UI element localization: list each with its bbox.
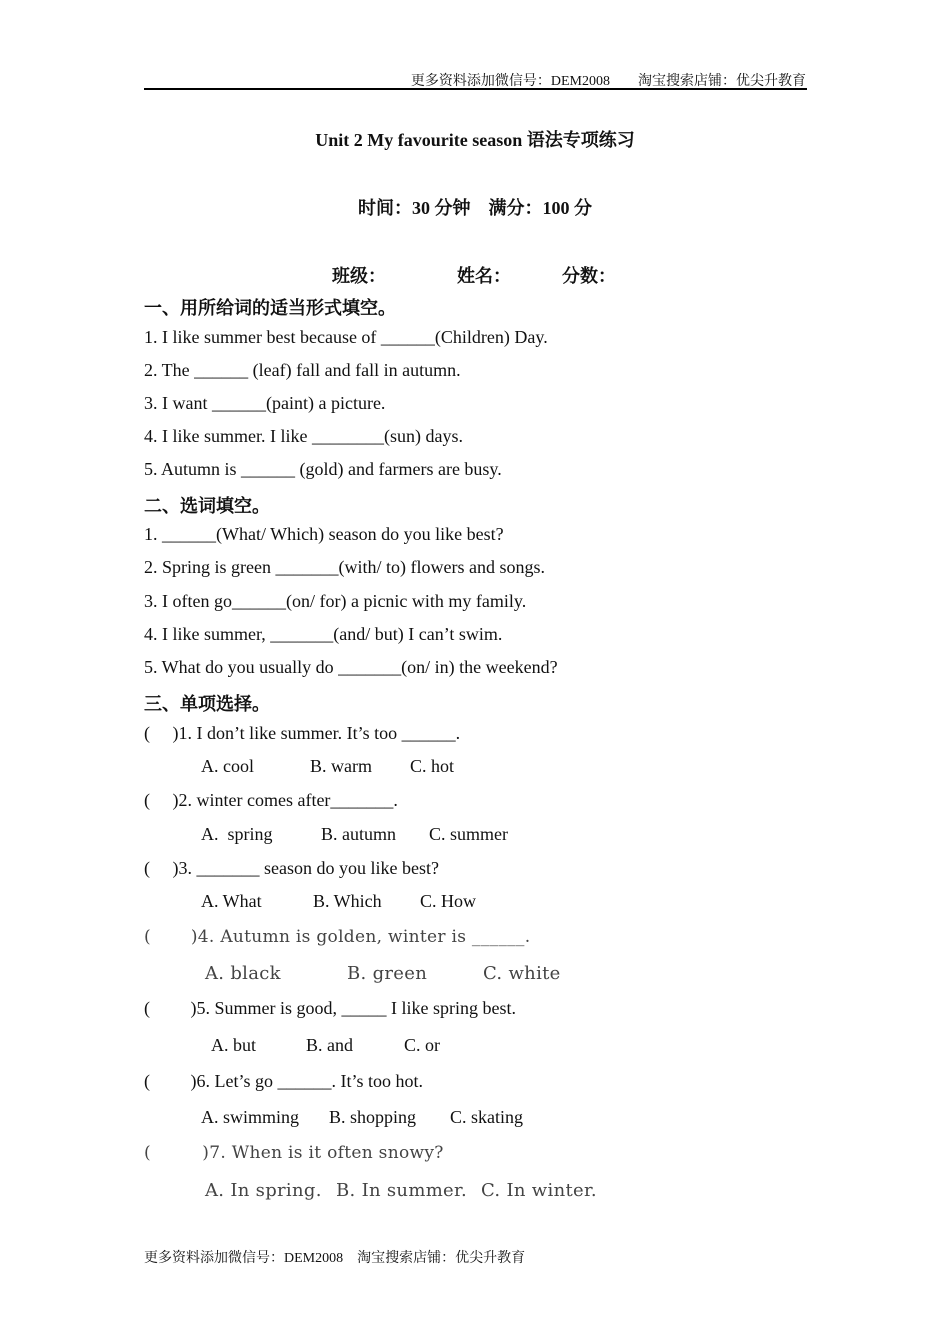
- page-footer-text: 更多资料添加微信号：DEM2008 淘宝搜索店铺：优尖升教育: [144, 1251, 526, 1266]
- time-and-score-line: 时间：30 分钟 满分：100 分: [358, 198, 592, 218]
- option-c: C. In winter.: [481, 1180, 597, 1201]
- section2-heading: 二、选词填空。: [144, 496, 270, 516]
- option-c: C. or: [404, 1035, 440, 1055]
- section1-item: 4. I like summer. I like ________(sun) days.: [144, 426, 463, 446]
- section1-item: 2. The ______ (leaf) fall and fall in autumn.: [144, 360, 461, 380]
- section1-heading: 一、用所给词的适当形式填空。: [144, 298, 396, 318]
- question-5: ( )5. Summer is good, _____ I like spring best.: [144, 998, 516, 1018]
- worksheet-title: Unit 2 My favourite season 语法专项练习: [315, 130, 635, 150]
- question-3: ( )3. _______ season do you like best?: [144, 858, 439, 878]
- section1-item: 3. I want ______(paint) a picture.: [144, 393, 386, 413]
- section2-item: 1. ______(What/ Which) season do you like best?: [144, 524, 504, 544]
- section3-heading: 三、单项选择。: [144, 694, 270, 714]
- option-b: B. autumn: [321, 824, 396, 844]
- option-a: A. but: [211, 1035, 256, 1055]
- option-b: B. In summer.: [336, 1180, 467, 1201]
- option-b: B. shopping: [329, 1107, 417, 1127]
- option-b: B. Which: [313, 891, 382, 911]
- page-header-text: 更多资料添加微信号：DEM2008 淘宝搜索店铺：优尖升教育: [410, 74, 806, 89]
- option-c: C. How: [420, 891, 477, 911]
- option-a: A. black: [205, 963, 281, 984]
- option-a: A. In spring.: [205, 1180, 322, 1201]
- option-b: B. and: [306, 1035, 353, 1055]
- option-b: B. warm: [310, 756, 372, 776]
- section2-item: 5. What do you usually do _______(on/ in) the weekend?: [144, 657, 558, 677]
- question-2: ( )2. winter comes after_______.: [144, 790, 398, 810]
- question-7: ( )7. When is it often snowy?: [144, 1143, 444, 1163]
- option-c: C. skating: [450, 1107, 524, 1127]
- section2-item: 4. I like summer, _______(and/ but) I can’t swim.: [144, 624, 503, 644]
- class-label: 班级：: [332, 266, 386, 286]
- name-label: 姓名：: [457, 266, 511, 286]
- option-c: C. summer: [429, 824, 508, 844]
- option-a: A. cool: [201, 756, 254, 776]
- section1-item: 5. Autumn is ______ (gold) and farmers are busy.: [144, 459, 502, 479]
- option-a: A. What: [201, 891, 262, 911]
- question-4: ( )4. Autumn is golden, winter is ______.: [144, 927, 531, 947]
- option-b: B. green: [347, 963, 428, 984]
- section2-item: 3. I often go______(on/ for) a picnic with my family.: [144, 591, 527, 611]
- header-rule: [144, 88, 807, 90]
- option-c: C. white: [483, 963, 561, 984]
- option-a: A. swimming: [201, 1107, 300, 1127]
- section1-item: 1. I like summer best because of ______(Children) Day.: [144, 327, 548, 347]
- question-6: ( )6. Let’s go ______. It’s too hot.: [144, 1071, 423, 1091]
- section2-item: 2. Spring is green _______(with/ to) flowers and songs.: [144, 557, 545, 577]
- question-1: ( )1. I don’t like summer. It’s too ______.: [144, 723, 461, 743]
- option-a: A. spring: [201, 824, 273, 844]
- score-label: 分数：: [562, 266, 616, 286]
- option-c: C. hot: [410, 756, 455, 776]
